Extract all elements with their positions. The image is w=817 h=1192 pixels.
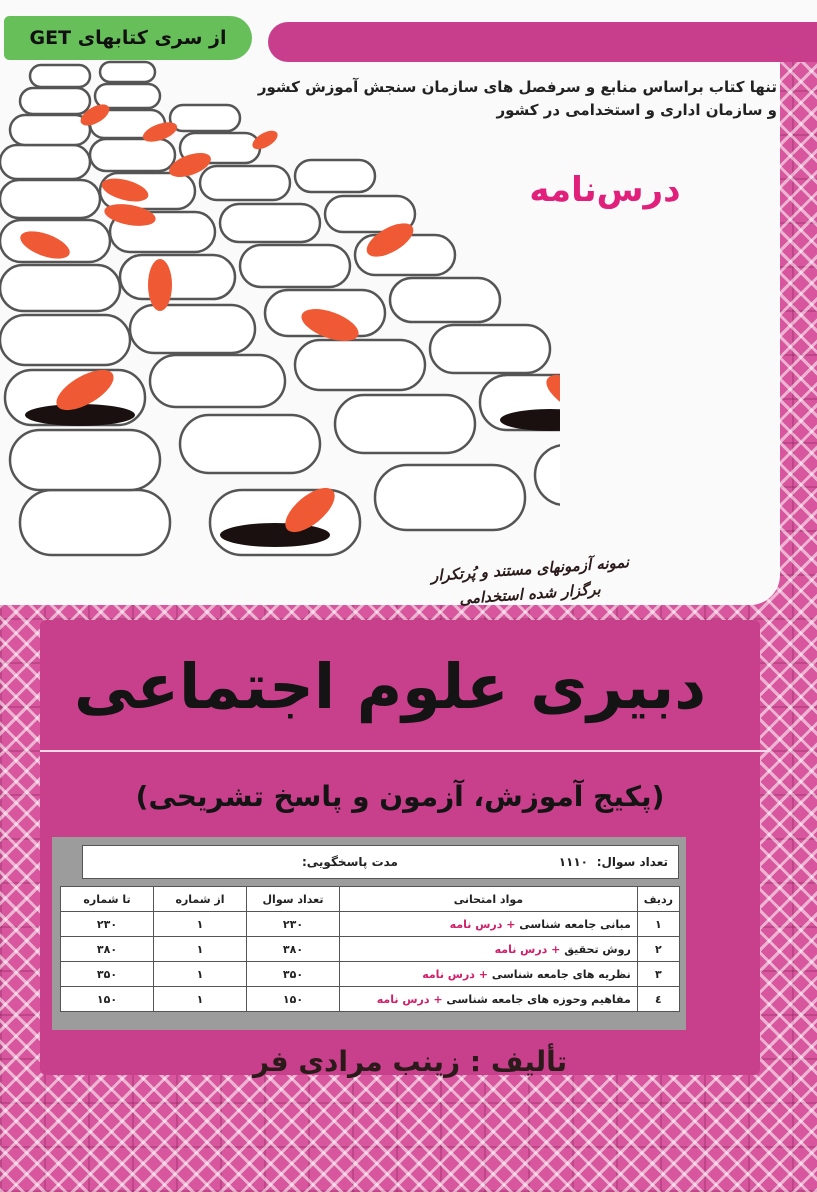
book-title: دبیری علوم اجتماعی (73, 650, 707, 723)
table-header-row (61, 887, 680, 912)
table-row (61, 987, 680, 1012)
table-row (61, 912, 680, 937)
subject-tag: + درس نامه (376, 992, 443, 1006)
exam-info-box (82, 845, 679, 879)
col-subject: مواد امتحانی (340, 887, 638, 912)
col-from: از شماره (154, 887, 247, 912)
count-cell: ۲۳۰ (247, 912, 340, 937)
row-number: ۱ (637, 912, 679, 937)
from-cell: ۱ (154, 987, 247, 1012)
subject-tag: + درس نامه (449, 917, 516, 931)
subject-name: نظریه های جامعه شناسی (491, 967, 631, 981)
from-cell: ۱ (154, 937, 247, 962)
question-count-label: تعداد سوال: (596, 855, 668, 869)
subtitle-line-1: نمونه آزمونهای مستند و پُرتکرار (430, 553, 630, 585)
subject-tag: + درس نامه (422, 967, 488, 981)
subtitle-line-2: برگزار شده استخدامی (458, 580, 602, 608)
subject-tag: + درس نامه (494, 942, 561, 956)
subject-cell (340, 912, 638, 937)
author-credit: تألیف : زینب مرادی فر (252, 1045, 568, 1078)
count-cell: ۳۸۰ (247, 937, 340, 962)
package-subtitle: (پکیج آموزش، آزمون و پاسخ تشریحی) (135, 780, 665, 813)
table-row (61, 937, 680, 962)
to-cell: ۲۳۰ (61, 912, 154, 937)
row-number: ٤ (637, 987, 679, 1012)
subject-cell (340, 937, 638, 962)
col-row-number: ردیف (637, 887, 679, 912)
count-cell: ۳۵۰ (247, 962, 340, 987)
count-cell: ۱۵۰ (247, 987, 340, 1012)
col-count: تعداد سوال (247, 887, 340, 912)
to-cell: ۱۵۰ (61, 987, 154, 1012)
table-row (61, 962, 680, 987)
subject-cell (340, 962, 638, 987)
to-cell: ۳۸۰ (61, 937, 154, 962)
series-badge: از سری کتابهای GET (4, 16, 252, 60)
duration-label: مدت پاسخگویی: (301, 855, 398, 869)
subject-name: روش تحقیق (564, 942, 631, 956)
blurb-line-2: و سازمان اداری و استخدامی در کشور (496, 101, 777, 119)
divider (40, 750, 770, 752)
row-number: ۳ (637, 962, 679, 987)
subject-name: مفاهیم وحوزه های جامعه شناسی (446, 992, 631, 1006)
row-number: ۲ (637, 937, 679, 962)
col-to: تا شماره (61, 887, 154, 912)
to-cell: ۳۵۰ (61, 962, 154, 987)
subjects-table (60, 886, 680, 1012)
from-cell: ۱ (154, 912, 247, 937)
question-count: ۱۱۱۰ (558, 855, 588, 869)
subject-cell (340, 987, 638, 1012)
brand-label: درس‌نامه (529, 170, 681, 210)
from-cell: ۱ (154, 962, 247, 987)
blurb (257, 76, 777, 122)
subject-name: مبانی جامعه شناسی (519, 917, 631, 931)
blurb-line-1: تنها کتاب براساس منابع و سرفصل های سازمان سنجش آموزش کشور (257, 78, 777, 96)
